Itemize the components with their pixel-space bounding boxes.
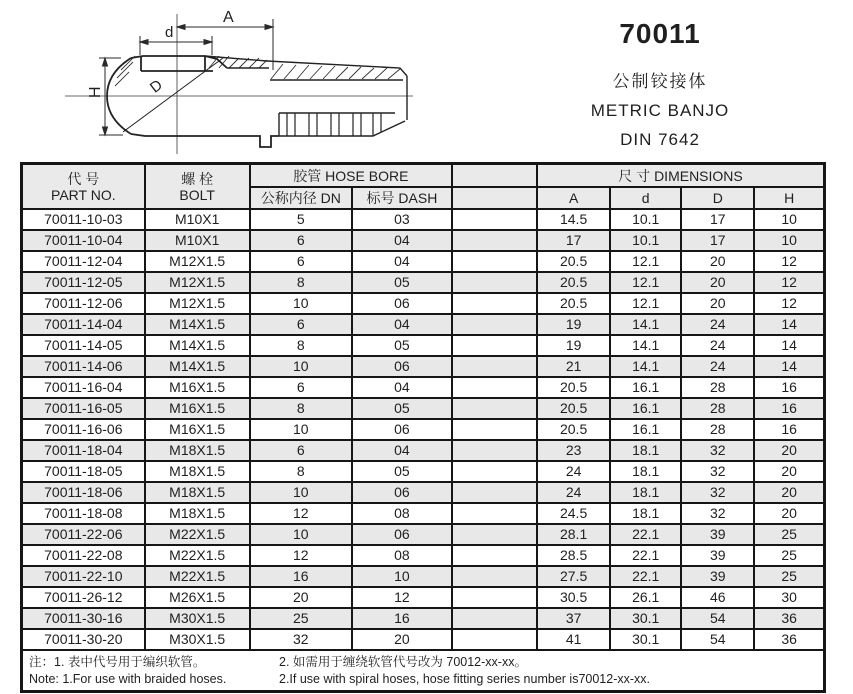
header-part-no [22, 164, 145, 210]
cell-dash: 05 [352, 335, 452, 356]
cell-part-no: 70011-22-10 [22, 566, 145, 587]
cell-dn: 16 [250, 566, 352, 587]
cell-dash: 06 [352, 293, 452, 314]
cell-part-no: 70011-18-04 [22, 440, 145, 461]
table-row [22, 398, 825, 419]
cell-bolt: M30X1.5 [145, 608, 250, 629]
cell-h: 25 [754, 524, 824, 545]
label-d-big: D [146, 76, 166, 97]
cell-part-no: 70011-10-04 [22, 230, 145, 251]
cell-d: 12.1 [610, 272, 681, 293]
cell-empty [452, 503, 537, 524]
cell-empty [452, 356, 537, 377]
cell-bolt: M12X1.5 [145, 293, 250, 314]
cell-bolt: M10X1 [145, 209, 250, 230]
cell-bolt: M22X1.5 [145, 524, 250, 545]
header-col-d: d [610, 187, 681, 209]
cell-empty [452, 377, 537, 398]
cell-bolt: M16X1.5 [145, 377, 250, 398]
fitting-diagram-svg [55, 6, 425, 158]
cell-a: 30.5 [537, 587, 610, 608]
cell-h: 12 [754, 293, 824, 314]
cell-bolt: M16X1.5 [145, 419, 250, 440]
cell-d: 18.1 [610, 440, 681, 461]
banjo-eye-outline [107, 56, 279, 147]
cell-empty [452, 293, 537, 314]
cell-empty [452, 587, 537, 608]
cell-dash: 06 [352, 419, 452, 440]
cell-d: 14.1 [610, 356, 681, 377]
series-number: 70011 [619, 18, 701, 49]
cell-h: 10 [754, 230, 824, 251]
cell-dn: 5 [250, 209, 352, 230]
cell-dn: 6 [250, 377, 352, 398]
cell-D: 39 [681, 566, 754, 587]
product-name-cn: 公制铰接体 [612, 72, 708, 91]
cell-dash: 05 [352, 461, 452, 482]
cell-dn: 12 [250, 545, 352, 566]
cell-bolt: M16X1.5 [145, 398, 250, 419]
cell-h: 20 [754, 482, 824, 503]
cell-dash: 08 [352, 503, 452, 524]
cell-empty [452, 419, 537, 440]
cell-empty [452, 545, 537, 566]
cell-part-no: 70011-30-20 [22, 629, 145, 650]
cell-D: 32 [681, 482, 754, 503]
cell-d: 14.1 [610, 314, 681, 335]
cell-bolt: M14X1.5 [145, 356, 250, 377]
cell-a: 28.1 [537, 524, 610, 545]
cell-part-no: 70011-30-16 [22, 608, 145, 629]
cell-a: 19 [537, 314, 610, 335]
cell-dash: 03 [352, 209, 452, 230]
table-row [22, 377, 825, 398]
cell-part-no: 70011-14-04 [22, 314, 145, 335]
label-a: A [223, 9, 234, 26]
cell-part-no: 70011-10-03 [22, 209, 145, 230]
table-row [22, 356, 825, 377]
table-row [22, 545, 825, 566]
cell-empty [452, 398, 537, 419]
cell-h: 14 [754, 356, 824, 377]
cell-D: 39 [681, 524, 754, 545]
cell-h: 10 [754, 209, 824, 230]
cell-h: 25 [754, 566, 824, 587]
cell-bolt: M12X1.5 [145, 251, 250, 272]
cell-empty [452, 461, 537, 482]
cell-empty [452, 314, 537, 335]
cell-empty [452, 566, 537, 587]
cell-dash: 04 [352, 377, 452, 398]
cell-d: 10.1 [610, 230, 681, 251]
cell-a: 20.5 [537, 293, 610, 314]
cell-part-no: 70011-22-06 [22, 524, 145, 545]
cell-d: 16.1 [610, 377, 681, 398]
cell-empty [452, 209, 537, 230]
cell-dash: 05 [352, 272, 452, 293]
cell-dn: 20 [250, 587, 352, 608]
cell-dash: 04 [352, 440, 452, 461]
cell-part-no: 70011-14-06 [22, 356, 145, 377]
cell-dn: 6 [250, 251, 352, 272]
cell-dn: 10 [250, 419, 352, 440]
cell-D: 20 [681, 272, 754, 293]
table-row [22, 608, 825, 629]
cell-part-no: 70011-26-12 [22, 587, 145, 608]
header-part-no-cn: 代 号 [67, 170, 100, 187]
table-row [22, 440, 825, 461]
cell-d: 22.1 [610, 545, 681, 566]
cell-h: 20 [754, 503, 824, 524]
cell-D: 32 [681, 503, 754, 524]
cell-a: 21 [537, 356, 610, 377]
cell-part-no: 70011-22-08 [22, 545, 145, 566]
cell-dash: 08 [352, 545, 452, 566]
cell-part-no: 70011-18-08 [22, 503, 145, 524]
cell-bolt: M22X1.5 [145, 566, 250, 587]
cell-h: 30 [754, 587, 824, 608]
cell-part-no: 70011-18-05 [22, 461, 145, 482]
cell-empty [452, 251, 537, 272]
cell-a: 37 [537, 608, 610, 629]
cell-h: 16 [754, 398, 824, 419]
title-block [515, 18, 805, 150]
table-row [22, 461, 825, 482]
cell-d: 30.1 [610, 629, 681, 650]
header-part-no-en: PART NO. [51, 186, 116, 203]
header-col-a: A [537, 187, 610, 209]
cell-empty [452, 440, 537, 461]
cell-a: 41 [537, 629, 610, 650]
cell-D: 39 [681, 545, 754, 566]
cell-dn: 10 [250, 524, 352, 545]
cell-dash: 10 [352, 566, 452, 587]
cell-d: 12.1 [610, 293, 681, 314]
note-en-2: 2.If use with spiral hoses, hose fitting series number is70012-xx-xx. [279, 671, 651, 686]
cell-part-no: 70011-16-05 [22, 398, 145, 419]
cell-D: 24 [681, 356, 754, 377]
cell-bolt: M30X1.5 [145, 629, 250, 650]
cell-dash: 04 [352, 230, 452, 251]
cell-empty [452, 524, 537, 545]
cell-h: 16 [754, 377, 824, 398]
cell-D: 17 [681, 230, 754, 251]
notes-cell [22, 650, 825, 692]
spec-table [20, 162, 826, 693]
cell-D: 32 [681, 461, 754, 482]
header-dimensions-group: 尺 寸 DIMENSIONS [537, 164, 824, 188]
cell-part-no: 70011-12-04 [22, 251, 145, 272]
cell-bolt: M18X1.5 [145, 503, 250, 524]
table-row [22, 566, 825, 587]
header-bolt-cn: 螺 栓 [181, 170, 214, 187]
cell-d: 22.1 [610, 524, 681, 545]
cell-D: 20 [681, 293, 754, 314]
cell-a: 24 [537, 482, 610, 503]
table-row [22, 230, 825, 251]
cell-D: 20 [681, 251, 754, 272]
cell-d: 18.1 [610, 461, 681, 482]
cell-h: 14 [754, 314, 824, 335]
table-row [22, 209, 825, 230]
cell-D: 24 [681, 314, 754, 335]
header-empty-sub [452, 187, 537, 209]
header-dn: 公称内径 DN [250, 187, 352, 209]
cell-D: 28 [681, 398, 754, 419]
cell-d: 26.1 [610, 587, 681, 608]
cell-d: 16.1 [610, 419, 681, 440]
cell-part-no: 70011-12-06 [22, 293, 145, 314]
cell-dn: 10 [250, 293, 352, 314]
cell-d: 16.1 [610, 398, 681, 419]
barb-serrations [271, 64, 400, 79]
table-row [22, 629, 825, 650]
cell-dn: 6 [250, 230, 352, 251]
cell-bolt: M14X1.5 [145, 335, 250, 356]
table-row [22, 503, 825, 524]
table-row [22, 524, 825, 545]
cell-empty [452, 482, 537, 503]
rib-lines [287, 113, 381, 136]
cell-dn: 32 [250, 629, 352, 650]
cell-bolt: M18X1.5 [145, 482, 250, 503]
cell-dash: 12 [352, 587, 452, 608]
note-cn-1: 注：1. 表中代号用于编织软管。 [29, 654, 206, 669]
cell-dash: 06 [352, 482, 452, 503]
dim-d [140, 36, 212, 55]
cell-empty [452, 272, 537, 293]
cell-a: 27.5 [537, 566, 610, 587]
cell-part-no: 70011-14-05 [22, 335, 145, 356]
cell-dash: 16 [352, 608, 452, 629]
cell-a: 20.5 [537, 272, 610, 293]
cell-h: 16 [754, 419, 824, 440]
cell-bolt: M18X1.5 [145, 461, 250, 482]
cell-a: 20.5 [537, 419, 610, 440]
cell-dn: 6 [250, 314, 352, 335]
cell-bolt: M26X1.5 [145, 587, 250, 608]
cell-D: 28 [681, 419, 754, 440]
cell-bolt: M18X1.5 [145, 440, 250, 461]
cell-empty [452, 335, 537, 356]
cell-bolt: M10X1 [145, 230, 250, 251]
table-row [22, 251, 825, 272]
cell-a: 17 [537, 230, 610, 251]
cell-empty [452, 608, 537, 629]
cell-d: 10.1 [610, 209, 681, 230]
cell-dn: 10 [250, 356, 352, 377]
cell-d: 30.1 [610, 608, 681, 629]
cell-h: 25 [754, 545, 824, 566]
cell-d: 18.1 [610, 482, 681, 503]
cell-D: 32 [681, 440, 754, 461]
cell-bolt: M12X1.5 [145, 272, 250, 293]
header-col-h: H [754, 187, 824, 209]
cell-dash: 04 [352, 314, 452, 335]
cell-D: 17 [681, 209, 754, 230]
cell-h: 20 [754, 440, 824, 461]
cell-dash: 05 [352, 398, 452, 419]
cell-dn: 8 [250, 272, 352, 293]
diameter-line [123, 58, 223, 132]
note-en-1: Note: 1.For use with braided hoses. [29, 671, 227, 686]
cell-dn: 10 [250, 482, 352, 503]
cell-dn: 6 [250, 440, 352, 461]
cell-a: 20.5 [537, 377, 610, 398]
notes [23, 652, 823, 690]
cell-D: 54 [681, 608, 754, 629]
header-bolt [145, 164, 250, 210]
header-empty-top [452, 164, 537, 188]
note-cn-2: 2. 如需用于缠绕软管代号改为 70012-xx-xx。 [279, 654, 527, 669]
cell-dn: 8 [250, 461, 352, 482]
cell-empty [452, 230, 537, 251]
cell-h: 12 [754, 251, 824, 272]
cell-h: 36 [754, 608, 824, 629]
cell-bolt: M14X1.5 [145, 314, 250, 335]
cell-a: 20.5 [537, 398, 610, 419]
cell-dn: 8 [250, 398, 352, 419]
cell-bolt: M22X1.5 [145, 545, 250, 566]
table-row [22, 335, 825, 356]
cell-a: 28.5 [537, 545, 610, 566]
header-col-D: D [681, 187, 754, 209]
label-d-small: d [165, 24, 174, 41]
cell-h: 20 [754, 461, 824, 482]
cell-dash: 04 [352, 251, 452, 272]
cell-part-no: 70011-16-06 [22, 419, 145, 440]
cell-a: 24.5 [537, 503, 610, 524]
cell-D: 28 [681, 377, 754, 398]
table-row [22, 587, 825, 608]
cell-D: 46 [681, 587, 754, 608]
cell-h: 14 [754, 335, 824, 356]
cell-d: 22.1 [610, 566, 681, 587]
cell-dn: 25 [250, 608, 352, 629]
cell-part-no: 70011-18-06 [22, 482, 145, 503]
table-row [22, 482, 825, 503]
dim-a [177, 19, 273, 70]
banjo-fitting-drawing [55, 6, 425, 158]
cell-a: 14.5 [537, 209, 610, 230]
cell-d: 12.1 [610, 251, 681, 272]
table-row [22, 314, 825, 335]
cell-dash: 06 [352, 356, 452, 377]
cell-a: 23 [537, 440, 610, 461]
cell-D: 24 [681, 335, 754, 356]
product-name-en: METRIC BANJO [590, 101, 730, 120]
header-hose-bore-group: 胶管 HOSE BORE [250, 164, 452, 188]
cell-dn: 8 [250, 335, 352, 356]
cell-dash: 20 [352, 629, 452, 650]
cell-D: 54 [681, 629, 754, 650]
table-row [22, 272, 825, 293]
table-row [22, 419, 825, 440]
cell-dn: 12 [250, 503, 352, 524]
header-dash: 标号 DASH [352, 187, 452, 209]
cell-empty [452, 629, 537, 650]
cell-a: 20.5 [537, 251, 610, 272]
label-h: H [87, 86, 104, 98]
cell-d: 14.1 [610, 335, 681, 356]
cell-part-no: 70011-16-04 [22, 377, 145, 398]
cell-part-no: 70011-12-05 [22, 272, 145, 293]
cell-d: 18.1 [610, 503, 681, 524]
cell-h: 12 [754, 272, 824, 293]
cell-a: 19 [537, 335, 610, 356]
standard-number: DIN 7642 [620, 130, 700, 149]
spec-table-wrap [20, 162, 826, 693]
cell-dash: 06 [352, 524, 452, 545]
table-row [22, 293, 825, 314]
header-bolt-en: BOLT [179, 186, 215, 203]
cell-h: 36 [754, 629, 824, 650]
cell-a: 24 [537, 461, 610, 482]
